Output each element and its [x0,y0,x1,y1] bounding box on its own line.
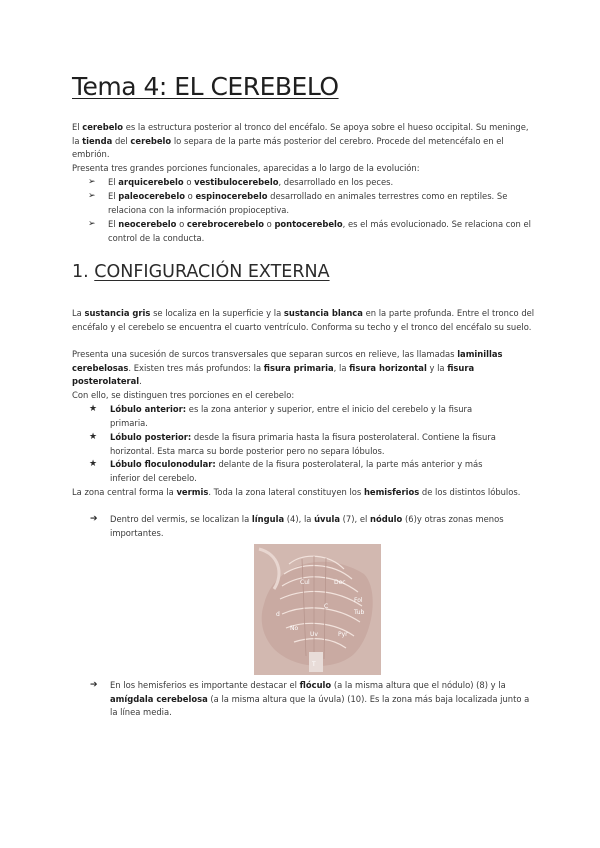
text-run: (4), la [284,514,315,524]
bold-term: pontocerebelo [274,219,343,229]
bold-term: tienda [82,135,113,146]
bold-term: cerebelo [130,135,172,146]
figure-label: Tub [354,609,365,616]
text-run: se localiza en la superficie y la [150,308,284,318]
star-icon: ★ [89,459,98,469]
figure-label: Fol [354,597,363,604]
text-run: o [183,177,195,187]
list-item [108,190,528,217]
text-run: . Toda la zona lateral constituyen los [208,487,364,497]
figure-label: Pyr [338,631,348,638]
bold-term: paleocerebelo [118,191,185,201]
bold-term: cerebrocerebelo [186,219,264,229]
bullet-icon: ➢ [88,191,96,201]
list-item [108,176,528,190]
bold-term: flóculo [299,680,332,690]
text-run: . [139,376,142,387]
list-item [110,679,530,720]
list-item [110,431,515,458]
text-run: La zona central forma la [72,487,177,497]
arrow-icon: ➔ [90,680,98,690]
list-item [110,403,500,430]
text-run: de los distintos lóbulos. [419,487,521,497]
text-run: . Existen tres más profundos: la [128,362,264,373]
text-run: El [108,219,119,229]
star-icon: ★ [89,404,98,414]
bold-term: hemisferios [363,487,420,497]
text-run: Con ello, se distinguen tres porciones en el cerebelo: [72,390,295,400]
text-run: Presenta tres grandes porciones funcionales, aparecidas a lo largo de la evolución: [72,163,420,173]
bold-term: úvula [314,514,340,524]
section-title: CONFIGURACIÓN EXTERNA [94,262,330,282]
bullet-icon: ➢ [88,177,96,187]
text-run: , es el más evolucionado. Se relaciona con el control de la conducta. [108,219,531,243]
bold-term: espinocerebelo [195,191,268,201]
text-run: en la parte profunda. Entre el tronco del encéfalo y el cerebelo se encuentra el cuarto ventrículo. Conforma su techo y el tronco del encéfalo su suelo. [72,308,535,332]
text-run: o [185,191,196,201]
text-run: La [72,308,85,318]
intro-paragraph [72,121,537,162]
figure-label: Dec [334,579,346,586]
bold-term: vermis [176,487,209,497]
figure-label: Uv [310,631,318,638]
text-run: y la [426,362,448,373]
bold-term: fisura posterolateral [72,362,475,387]
text-run: El [108,191,119,201]
text-run: (7), el [340,514,370,524]
bold-term: laminillas cerebelosas [72,349,503,373]
text-run: lo separa de la parte más posterior del cerebro. Procede del metencéfalo en el embrión. [72,135,504,160]
paragraph [72,348,537,389]
text-run: En los hemisferios es importante destacar el [110,680,300,690]
page-title: Tema 4: EL CEREBELO [72,72,339,101]
text-run: delante de la fisura posterolateral, la parte más anterior y más inferior del cerebelo. [110,459,483,483]
bold-term: sustancia gris [84,308,151,318]
text-run: o [263,219,275,229]
text-run: del [112,135,131,146]
bold-term: Lóbulo anterior: [110,404,187,414]
bullet-icon: ➢ [88,219,96,229]
list-item [110,458,510,485]
bold-term: vestibulocerebelo [194,177,279,187]
bold-term: amígdala cerebelosa [110,693,208,704]
text-run: , desarrollado en los peces. [278,177,394,187]
bold-term: fisura horizontal [349,362,427,373]
text-run: desde la fisura primaria hasta la fisura posterolateral. Contiene la fisura horizontal. Esta marca su borde posterior pero no separa lóbulos. [110,432,496,456]
text-run: , la [333,362,350,373]
text-run: El [72,122,83,132]
star-icon: ★ [89,432,98,442]
text-run: desarrollado en animales terrestres como en reptiles. Se relaciona con la información propioceptiva. [108,191,508,215]
text-run: (a la misma altura que la úvula) (10). Es la zona más baja localizada junto a la línea media. [110,693,530,718]
bold-term: nódulo [370,514,403,524]
text-run: Dentro del vermis, se localizan la [110,514,252,524]
bold-term: fisura primaria [263,362,334,373]
arrow-icon: ➔ [90,514,98,524]
figure-label: d [276,611,280,618]
paragraph [72,307,537,334]
text-run: es la zona anterior y superior, entre el inicio del cerebelo y la fisura primaria. [110,404,473,428]
figure-label: T [312,661,316,668]
bold-term: Lóbulo posterior: [110,432,192,442]
bold-term: arquicerebelo [118,177,184,187]
text-run: (a la misma altura que el nódulo) (8) y la [331,680,506,690]
section-number: 1. [72,262,95,282]
paragraph [72,389,532,403]
cerebellum-image [254,544,381,675]
section-heading [72,262,330,282]
bold-term: neocerebelo [118,219,177,229]
text-run: o [176,219,187,229]
paragraph [72,486,537,500]
bold-term: cerebelo [82,122,124,132]
figure-label: No [290,625,299,632]
list-item [108,218,533,245]
text-run: El [108,177,119,187]
intro-lead [72,162,532,176]
text-run: es la estructura posterior al tronco del encéfalo. Se apoya sobre el hueso occipital. Su meninge, la [72,122,529,146]
list-item [110,513,530,540]
bold-term: língula [251,514,285,524]
figure-label: Cul [300,579,310,586]
figure-label: C [324,603,329,610]
bold-term: Lóbulo floculonodular: [110,459,216,469]
text-run: (6)y otras zonas menos importantes. [110,514,504,538]
bold-term: sustancia blanca [283,308,363,318]
text-run: Presenta una sucesión de surcos transversales que separan surcos en relieve, las llamadas [72,349,458,359]
